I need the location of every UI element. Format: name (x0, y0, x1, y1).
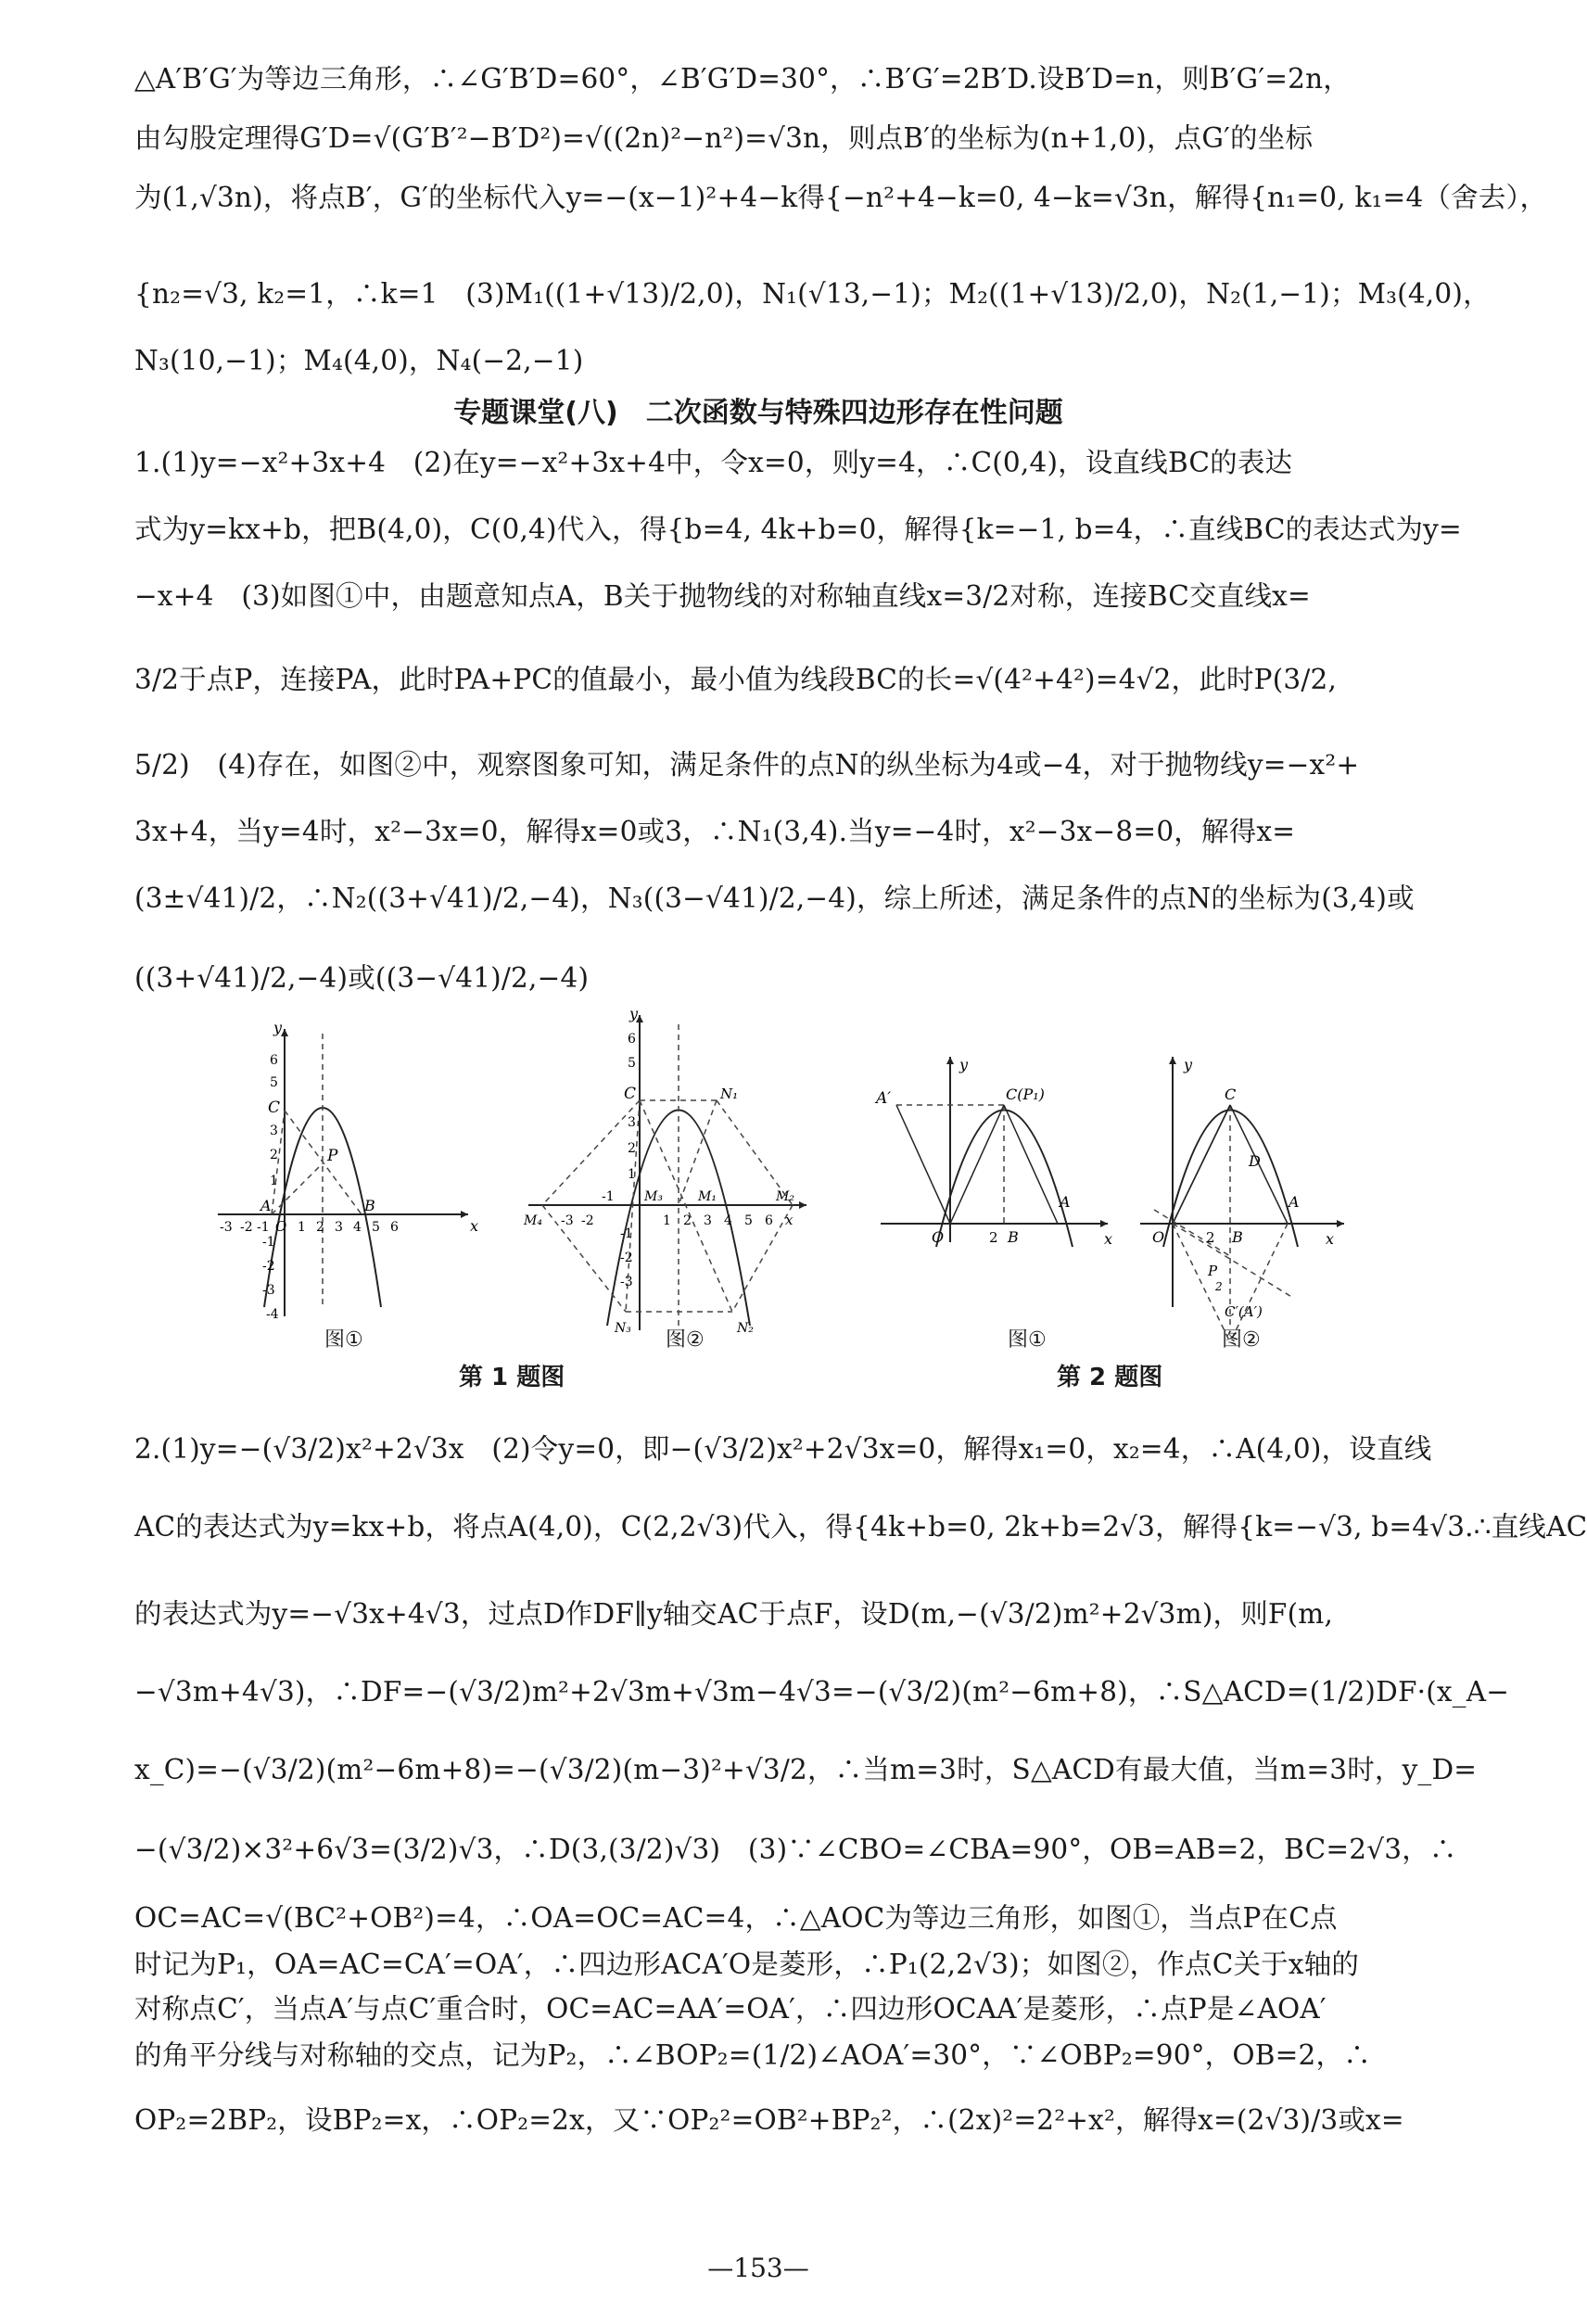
svg-text:N₃: N₃ (615, 1321, 631, 1336)
text-line: 为(1,√3n)，将点B′，G′的坐标代入y=−(x−1)²+4−k得{−n²+4−k=0, 4−k=√3n，解得{n₁=0, k₁=4（舍去）， (134, 182, 1548, 213)
figure-caption-q1: 第 1 题图 (459, 1364, 565, 1391)
svg-text:O: O (932, 1228, 945, 1246)
figure-label: 图② (1222, 1328, 1261, 1352)
svg-text:5: 5 (372, 1220, 380, 1235)
q1-figure-1 (209, 1020, 477, 1335)
svg-text:2: 2 (989, 1229, 998, 1246)
text-line: 2.(1)y=−(√3/2)x²+2√3x (2)令y=0，即−(√3/2)x²+2√3x=0，解得x₁=0，x₂=4，∴A(4,0)，设直线 (134, 1433, 1432, 1465)
text-line: 对称点C′，当点A′与点C′重合时，OC=AC=AA′=OA′，∴四边形OCAA′是菱形，∴点P是∠AOA′ (134, 1993, 1327, 2025)
svg-text:P: P (327, 1147, 338, 1165)
text-line: 3x+4，当y=4时，x²−3x=0，解得x=0或3，∴N₁(3,4).当y=−4时，x²−3x−8=0，解得x= (134, 816, 1296, 847)
svg-text:-3: -3 (620, 1275, 633, 1289)
svg-text:2: 2 (1215, 1280, 1223, 1293)
svg-text:y: y (629, 1005, 639, 1022)
figure-caption-q2: 第 2 题图 (1057, 1364, 1163, 1391)
svg-text:4: 4 (353, 1220, 362, 1235)
svg-text:P: P (1208, 1263, 1218, 1279)
svg-text:D: D (1249, 1152, 1261, 1170)
svg-text:5: 5 (270, 1075, 278, 1090)
svg-text:M₂: M₂ (776, 1189, 794, 1204)
svg-text:-3: -3 (262, 1283, 275, 1298)
text-line: N₃(10,−1)；M₄(4,0)，N₄(−2,−1) (134, 345, 584, 376)
text-line: x_C)=−(√3/2)(m²−6m+8)=−(√3/2)(m−3)²+√3/2，∴当m=3时，S△ACD有最大值，当m=3时，y_D= (134, 1754, 1478, 1785)
svg-text:x: x (1326, 1230, 1335, 1248)
svg-text:B: B (1232, 1228, 1243, 1246)
svg-text:6: 6 (390, 1220, 399, 1235)
svg-text:2: 2 (628, 1141, 636, 1156)
svg-text:y: y (959, 1056, 969, 1073)
svg-text:-3: -3 (220, 1220, 233, 1235)
q2-figure-1 (876, 1048, 1117, 1251)
text-line: (3±√41)/2，∴N₂((3+√41)/2,−4)，N₃((3−√41)/2,−4)，综上所述，满足条件的点N的坐标为(3,4)或 (134, 883, 1415, 914)
svg-text:4: 4 (724, 1213, 732, 1228)
svg-text:6: 6 (270, 1053, 278, 1068)
svg-text:x: x (785, 1212, 794, 1228)
text-line: △A′B′G′为等边三角形，∴∠G′B′D=60°，∠B′G′D=30°，∴B′G′=2B′D.设B′D=n，则B′G′=2n， (134, 63, 1352, 95)
text-line: ((3+√41)/2,−4)或((3−√41)/2,−4) (134, 962, 590, 994)
figure-label: 图① (1008, 1328, 1047, 1352)
svg-text:y: y (1184, 1056, 1193, 1073)
svg-text:M₁: M₁ (698, 1189, 717, 1204)
q2-figure-2 (1136, 1048, 1349, 1326)
svg-text:y: y (273, 1019, 283, 1036)
text-line: 的表达式为y=−√3x+4√3，过点D作DF∥y轴交AC于点F，设D(m,−(√3/2)m²+2√3m)，则F(m, (134, 1598, 1334, 1630)
text-line: 式为y=kx+b，把B(4,0)，C(0,4)代入，得{b=4, 4k+b=0，解得{k=−1, b=4，∴直线BC的表达式为y= (134, 514, 1462, 545)
svg-text:-1: -1 (620, 1226, 633, 1241)
text-line: {n₂=√3, k₂=1，∴k=1 (3)M₁((1+√13)/2,0)，N₁(√13,−1)；M₂((1+√13)/2,0)，N₂(1,−1)；M₃(4,0)， (134, 278, 1491, 310)
text-line: −x+4 (3)如图①中，由题意知点A，B关于抛物线的对称轴直线x=3/2对称，连接BC交直线x= (134, 580, 1311, 612)
svg-text:-3: -3 (561, 1213, 574, 1228)
section-heading: 专题课堂(八) 二次函数与特殊四边形存在性问题 (453, 397, 1063, 429)
svg-text:3: 3 (628, 1115, 636, 1130)
svg-text:-2: -2 (262, 1259, 275, 1274)
svg-text:5: 5 (744, 1213, 753, 1228)
svg-text:1: 1 (628, 1167, 636, 1182)
svg-text:O: O (1152, 1228, 1165, 1246)
page-number: —153— (707, 2253, 809, 2283)
text-line: 的角平分线与对称轴的交点，记为P₂，∴∠BOP₂=(1/2)∠AOA′=30°，∵∠OBP₂=90°，OB=2，∴ (134, 2039, 1371, 2071)
svg-text:B: B (1008, 1228, 1019, 1246)
svg-text:1: 1 (298, 1220, 306, 1235)
text-line: 3/2于点P，连接PA，此时PA+PC的值最小，最小值为线段BC的长=√(4²+4²)=4√2，此时P(3/2, (134, 664, 1338, 695)
text-line: 5/2) (4)存在，如图②中，观察图象可知，满足条件的点N的纵坐标为4或−4，对于抛物线y=−x²+ (134, 749, 1360, 781)
svg-text:6: 6 (628, 1032, 636, 1047)
svg-text:B: B (364, 1197, 375, 1214)
text-line: AC的表达式为y=kx+b，将点A(4,0)，C(2,2√3)代入，得{4k+b=0, 2k+b=2√3，解得{k=−√3, b=4√3.∴直线AC (134, 1511, 1587, 1543)
svg-text:-2: -2 (240, 1220, 253, 1235)
q1-figure-2 (524, 1006, 811, 1340)
svg-text:N₁: N₁ (720, 1086, 739, 1102)
svg-text:-2: -2 (581, 1213, 594, 1228)
svg-text:N₂: N₂ (737, 1321, 754, 1336)
svg-text:-1: -1 (257, 1220, 270, 1235)
svg-text:M₄: M₄ (524, 1213, 542, 1228)
text-line: −√3m+4√3)，∴DF=−(√3/2)m²+2√3m+√3m−4√3=−(√3/2)(m²−6m+8)，∴S△ACD=(1/2)DF·(x_A− (134, 1676, 1510, 1708)
text-line: 由勾股定理得G′D=√(G′B′²−B′D²)=√((2n)²−n²)=√3n，则点B′的坐标为(n+1,0)，点G′的坐标 (134, 122, 1314, 154)
svg-text:x: x (470, 1217, 479, 1235)
svg-text:2: 2 (270, 1148, 278, 1162)
figure-label: 图② (666, 1328, 705, 1352)
svg-text:6: 6 (765, 1213, 773, 1228)
text-line: OC=AC=√(BC²+OB²)=4，∴OA=OC=AC=4，∴△AOC为等边三角形，如图①，当点P在C点 (134, 1902, 1338, 1934)
svg-text:1: 1 (663, 1213, 671, 1228)
svg-text:C: C (268, 1099, 281, 1117)
svg-text:-4: -4 (266, 1307, 279, 1322)
svg-text:-2: -2 (620, 1251, 633, 1265)
svg-text:A′: A′ (876, 1089, 892, 1108)
svg-text:C: C (1225, 1086, 1237, 1103)
svg-text:2: 2 (1206, 1229, 1215, 1246)
svg-text:3: 3 (270, 1124, 278, 1138)
svg-text:x: x (1104, 1230, 1113, 1248)
svg-text:1: 1 (270, 1174, 278, 1188)
svg-text:C′(A′): C′(A′) (1225, 1303, 1263, 1320)
svg-text:3: 3 (335, 1220, 343, 1235)
svg-text:O: O (275, 1218, 287, 1235)
svg-text:A: A (1289, 1193, 1300, 1211)
svg-text:2: 2 (316, 1220, 324, 1235)
svg-text:M₃: M₃ (644, 1189, 663, 1204)
text-line: 时记为P₁，OA=AC=CA′=OA′，∴四边形ACA′O是菱形，∴P₁(2,2√3)；如图②，作点C关于x轴的 (134, 1949, 1360, 1980)
figure-label: 图① (324, 1328, 363, 1352)
svg-text:C: C (624, 1085, 637, 1103)
svg-text:A: A (260, 1197, 272, 1214)
svg-text:3: 3 (704, 1213, 712, 1228)
svg-text:C(P₁): C(P₁) (1006, 1086, 1045, 1103)
text-line: −(√3/2)×3²+6√3=(3/2)√3，∴D(3,(3/2)√3) (3)∵∠CBO=∠CBA=90°，OB=AB=2，BC=2√3，∴ (134, 1834, 1457, 1865)
text-line: 1.(1)y=−x²+3x+4 (2)在y=−x²+3x+4中，令x=0，则y=4，∴C(0,4)，设直线BC的表达 (134, 447, 1293, 478)
svg-text:A: A (1060, 1193, 1071, 1211)
text-line: OP₂=2BP₂，设BP₂=x，∴OP₂=2x，又∵OP₂²=OB²+BP₂²，∴(2x)²=2²+x²，解得x=(2√3)/3或x= (134, 2104, 1404, 2136)
svg-text:2: 2 (683, 1213, 692, 1228)
svg-text:5: 5 (628, 1056, 636, 1071)
svg-text:-1: -1 (602, 1189, 615, 1204)
svg-text:-1: -1 (262, 1235, 275, 1250)
